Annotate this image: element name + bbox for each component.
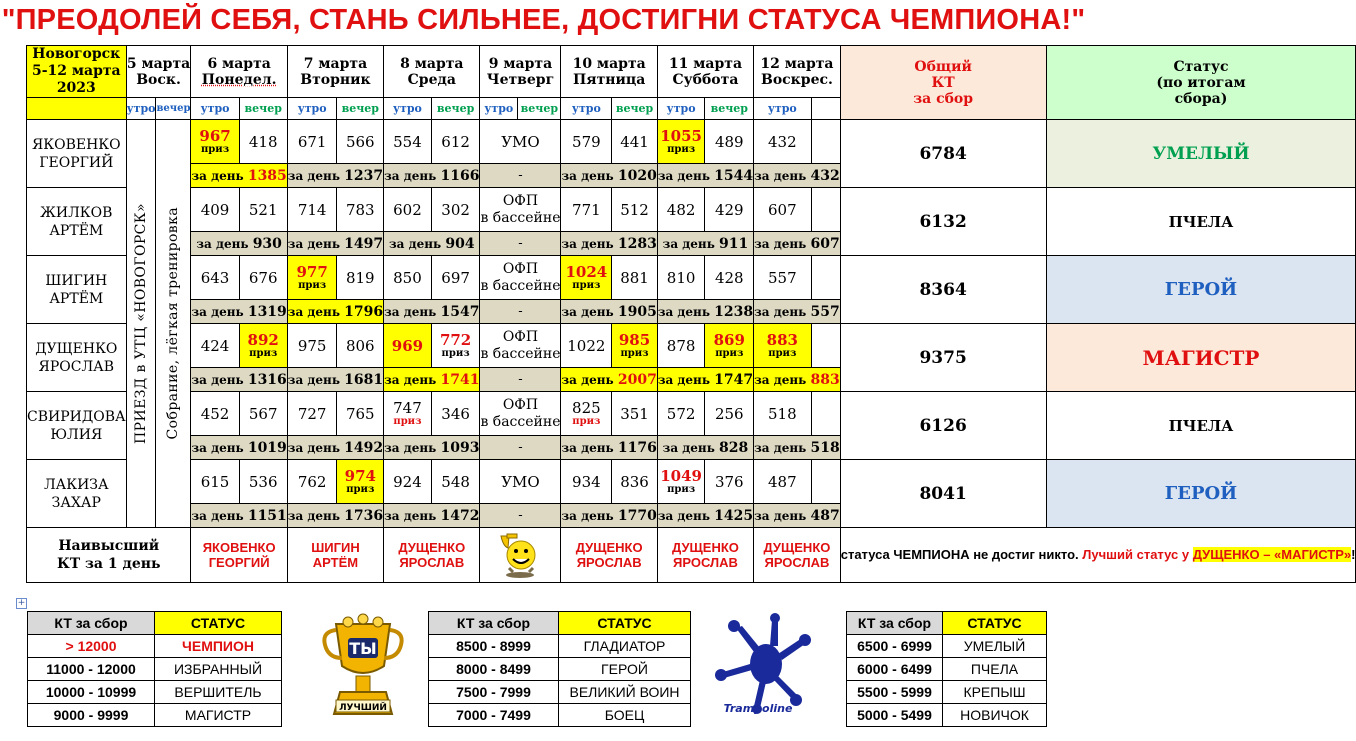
smiley-trophy-icon	[480, 528, 561, 583]
day-sum: за день 2007	[561, 368, 657, 392]
status-badge: ПЧЕЛА	[1046, 392, 1356, 460]
score-cell: 967 приз	[191, 120, 239, 164]
athlete-name: ДУЩЕНКО ЯРОСЛАВ	[27, 324, 127, 392]
total-value: 6132	[840, 188, 1046, 256]
day-header-6: 6 марта Понедел.	[191, 46, 287, 98]
legend-table-1: КТ за сбор СТАТУС > 12000 ЧЕМПИОН 11000 - 12000 ИЗБРАННЫЙ 10000 - 10999 ВЕРШИТЕЛЬ 9000 - 9999 МАГИСТР	[27, 611, 282, 727]
camp-header: Новогорск 5-12 марта 2023	[27, 46, 127, 98]
score-cell: 869 приз	[705, 324, 754, 368]
day-header-8: 8 марта Среда	[384, 46, 480, 98]
day-sum: за день 883	[754, 368, 841, 392]
trophy-top-text: ТЫ	[349, 639, 377, 658]
best-day-12: ДУЩЕНКО ЯРОСЛАВ	[754, 528, 841, 583]
day-sum: за день 1316	[191, 368, 287, 392]
day-sum: за день 432	[754, 164, 841, 188]
athlete-name: ЯКОВЕНКО ГЕОРГИЙ	[27, 120, 127, 188]
page-title: "ПРЕОДОЛЕЙ СЕБЯ, СТАНЬ СИЛЬНЕЕ, ДОСТИГНИ СТАТУСА ЧЕМПИОНА!"	[1, 4, 1086, 36]
day-sum: за день 1681	[287, 368, 383, 392]
status-badge: МАГИСТР	[1046, 324, 1356, 392]
total-value: 9375	[840, 324, 1046, 392]
score-cell: 825 приз	[561, 392, 612, 436]
day-header-12: 12 марта Воскрес.	[754, 46, 841, 98]
day-sum: за день 557	[754, 300, 841, 324]
total-value: 6126	[840, 392, 1046, 460]
day-sum: за день 1770	[561, 504, 657, 528]
best-day-7: ШИГИН АРТЁМ	[287, 528, 383, 583]
expand-icon[interactable]: +	[17, 598, 26, 608]
total-header: Общий КТ за сбор	[840, 46, 1046, 120]
day-sum: за день 1385	[191, 164, 287, 188]
legend-table-2: КТ за сбор СТАТУС 8500 - 8999 ГЛАДИАТОР 8000 - 8499 ГЕРОЙ 7500 - 7999 ВЕЛИКИЙ ВОИН 7000 - 7499 БОЕЦ	[428, 611, 691, 727]
best-day-11: ДУЩЕНКО ЯРОСЛАВ	[657, 528, 753, 583]
score-cell: 747 приз	[384, 392, 432, 436]
athlete-name: СВИРИДОВА ЮЛИЯ	[27, 392, 127, 460]
day-header-7: 7 марта Вторник	[287, 46, 383, 98]
day-sum: за день 1020	[561, 164, 657, 188]
score-cell: 1024 приз	[561, 256, 612, 300]
day-sum: за день 1544	[657, 164, 753, 188]
summary-note: статуса ЧЕМПИОНА не достиг никто. Лучший статус у ДУЩЕНКО – «МАГИСТР»!	[840, 528, 1356, 583]
total-value: 8364	[840, 256, 1046, 324]
day-sum: за день 1319	[191, 300, 287, 324]
day-sum: за день 487	[754, 504, 841, 528]
day-sum: за день 1741	[384, 368, 480, 392]
athlete-name: ЖИЛКОВ АРТЁМ	[27, 188, 127, 256]
athlete-name: ШИГИН АРТЁМ	[27, 256, 127, 324]
day-sum: за день 1472	[384, 504, 480, 528]
score-cell: 883 приз	[754, 324, 811, 368]
day-sum: за день 1093	[384, 436, 480, 460]
day-sum: за день 1747	[657, 368, 753, 392]
camp-header-sub	[27, 98, 127, 120]
day-sum: за день 607	[754, 232, 841, 256]
results-table: Новогорск 5-12 марта 2023 5 марта Воск. 6 марта Понедел. 7 марта Вторник 8 марта Среда 9 марта Четверг 10 марта Пятница 11 марта Суббота 12 марта Воскрес. Общий КТ за сбор Статус (по итогам сбора) утро вечер утро вечер утро вечер утро вечер утро вечер утро вечер утро вечер утро ЯКОВЕНКО ГЕОРГИЙ ПРИЕЗД в УТЦ «НОВОГОРСК» Собрание, лёгкая тренировка 967 приз 418 671 566 554 612 УМО 579 441 1055 приз 489 432 6784 УМЕЛЫЙ за день 1385 за день 1237 за день 1166 - за день 1020 за день 1544 за день 432 ЖИЛКОВ АРТЁМ 409 521 714 783 602 302 ОФП в бассейне 771 512 482 429 607 6132 ПЧЕЛА за день 930 за день 1497 за день 904 - за день 1283 за день 911 за день 607 ШИГИН АРТЁМ 643 676 977 приз 819 850 697 ОФП в бассейне 1024 приз 881 810 428 557 8364 ГЕРОЙ за день 1319 за день 1796 за день 1547 - за день 1905 за день 1238 за день 557 ДУЩЕНКО ЯРОСЛАВ 424 892 приз 975 806 969 772 приз ОФП в бассейне 1022 985 приз 878 869 приз 883 приз 9375 МАГИСТР за день 1316 за день 1681 за день 1741 - за день 2007 за день 1747 за день 883 СВИРИДОВА ЮЛИЯ 452 567 727 765 747 приз 346 ОФП в бассейне 825 приз 351 572 256 518 6126 ПЧЕЛА за день 1019 за день 1492 за день 1093 - за день 1176 за день 828 за день 518 ЛАКИЗА ЗАХАР 615 536 762 974 приз 924 548 УМО 934 836 1049 приз 376 487 8041 ГЕРОЙ за день 1151 за день 1736 за день 1472 - за день 1770 за день 1425 за день 487 Наивысший КТ за 1 день ЯКОВЕНКО ГЕОРГИЙ ШИГИН АРТЁМ ДУЩЕНКО ЯРОСЛАВ ДУЩЕНКО ЯРОСЛАВ ДУЩЕНКО ЯРОСЛАВ ДУЩЕНКО ЯРОСЛАВ статуса ЧЕМПИОНА не достиг никто. Лучший статус у ДУЩЕНКО – «МАГИСТР»!	[26, 45, 1356, 583]
day-sum: за день 1238	[657, 300, 753, 324]
status-badge: ПЧЕЛА	[1046, 188, 1356, 256]
status-badge: ГЕРОЙ	[1046, 256, 1356, 324]
score-cell: 977 приз	[287, 256, 337, 300]
day-sum: за день 1497	[287, 232, 383, 256]
day-sum: за день 1796	[287, 300, 383, 324]
trampoline-logo	[706, 614, 816, 724]
day-sum: за день 1176	[561, 436, 657, 460]
score-cell: 969	[384, 324, 432, 368]
best-day-10: ДУЩЕНКО ЯРОСЛАВ	[561, 528, 657, 583]
day-sum: за день 1905	[561, 300, 657, 324]
athlete-name: ЛАКИЗА ЗАХАР	[27, 460, 127, 528]
day-sum: за день 1019	[191, 436, 287, 460]
day-header-10: 10 марта Пятница	[561, 46, 657, 98]
day-sum: за день 1151	[191, 504, 287, 528]
day-sum: за день 1736	[287, 504, 383, 528]
total-value: 8041	[840, 460, 1046, 528]
day-sum: за день 1547	[384, 300, 480, 324]
best-day-8: ДУЩЕНКО ЯРОСЛАВ	[384, 528, 480, 583]
trophy-bottom-text: ЛУЧШИЙ	[339, 703, 387, 713]
score-cell: 985 приз	[612, 324, 658, 368]
trophy-emblem	[318, 614, 408, 722]
best-day-6: ЯКОВЕНКО ГЕОРГИЙ	[191, 528, 287, 583]
day-sum: за день 1492	[287, 436, 383, 460]
day-sum: за день 828	[657, 436, 753, 460]
day-sum: за день 1166	[384, 164, 480, 188]
status-header: Статус (по итогам сбора)	[1046, 46, 1356, 120]
arrival-vertical: ПРИЕЗД в УТЦ «НОВОГОРСК»	[126, 120, 156, 528]
status-badge: УМЕЛЫЙ	[1046, 120, 1356, 188]
score-cell: 974 приз	[337, 460, 384, 504]
day-sum: за день 518	[754, 436, 841, 460]
score-cell: 772 приз	[431, 324, 480, 368]
best-label: Наивысший КТ за 1 день	[27, 528, 191, 583]
day-sum: за день 1283	[561, 232, 657, 256]
score-cell: 892 приз	[239, 324, 287, 368]
day-sum: за день 911	[657, 232, 753, 256]
legend-table-3: КТ за сбор СТАТУС 6500 - 6999 УМЕЛЫЙ 6000 - 6499 ПЧЕЛА 5500 - 5999 КРЕПЫШ 5000 - 5499 НОВИЧОК	[846, 611, 1047, 727]
meeting-vertical: Собрание, лёгкая тренировка	[156, 120, 191, 528]
day-sum: за день 904	[384, 232, 480, 256]
day-sum: за день 1425	[657, 504, 753, 528]
score-cell: 1055 приз	[657, 120, 705, 164]
total-value: 6784	[840, 120, 1046, 188]
score-cell: 1049 приз	[657, 460, 705, 504]
day-sum: за день 1237	[287, 164, 383, 188]
status-badge: ГЕРОЙ	[1046, 460, 1356, 528]
day-header-5: 5 марта Воск.	[126, 46, 191, 98]
day-header-9: 9 марта Четверг	[480, 46, 561, 98]
day-sum: за день 930	[191, 232, 287, 256]
day-header-11: 11 марта Суббота	[657, 46, 753, 98]
logo-text: Trampoline	[723, 702, 793, 715]
